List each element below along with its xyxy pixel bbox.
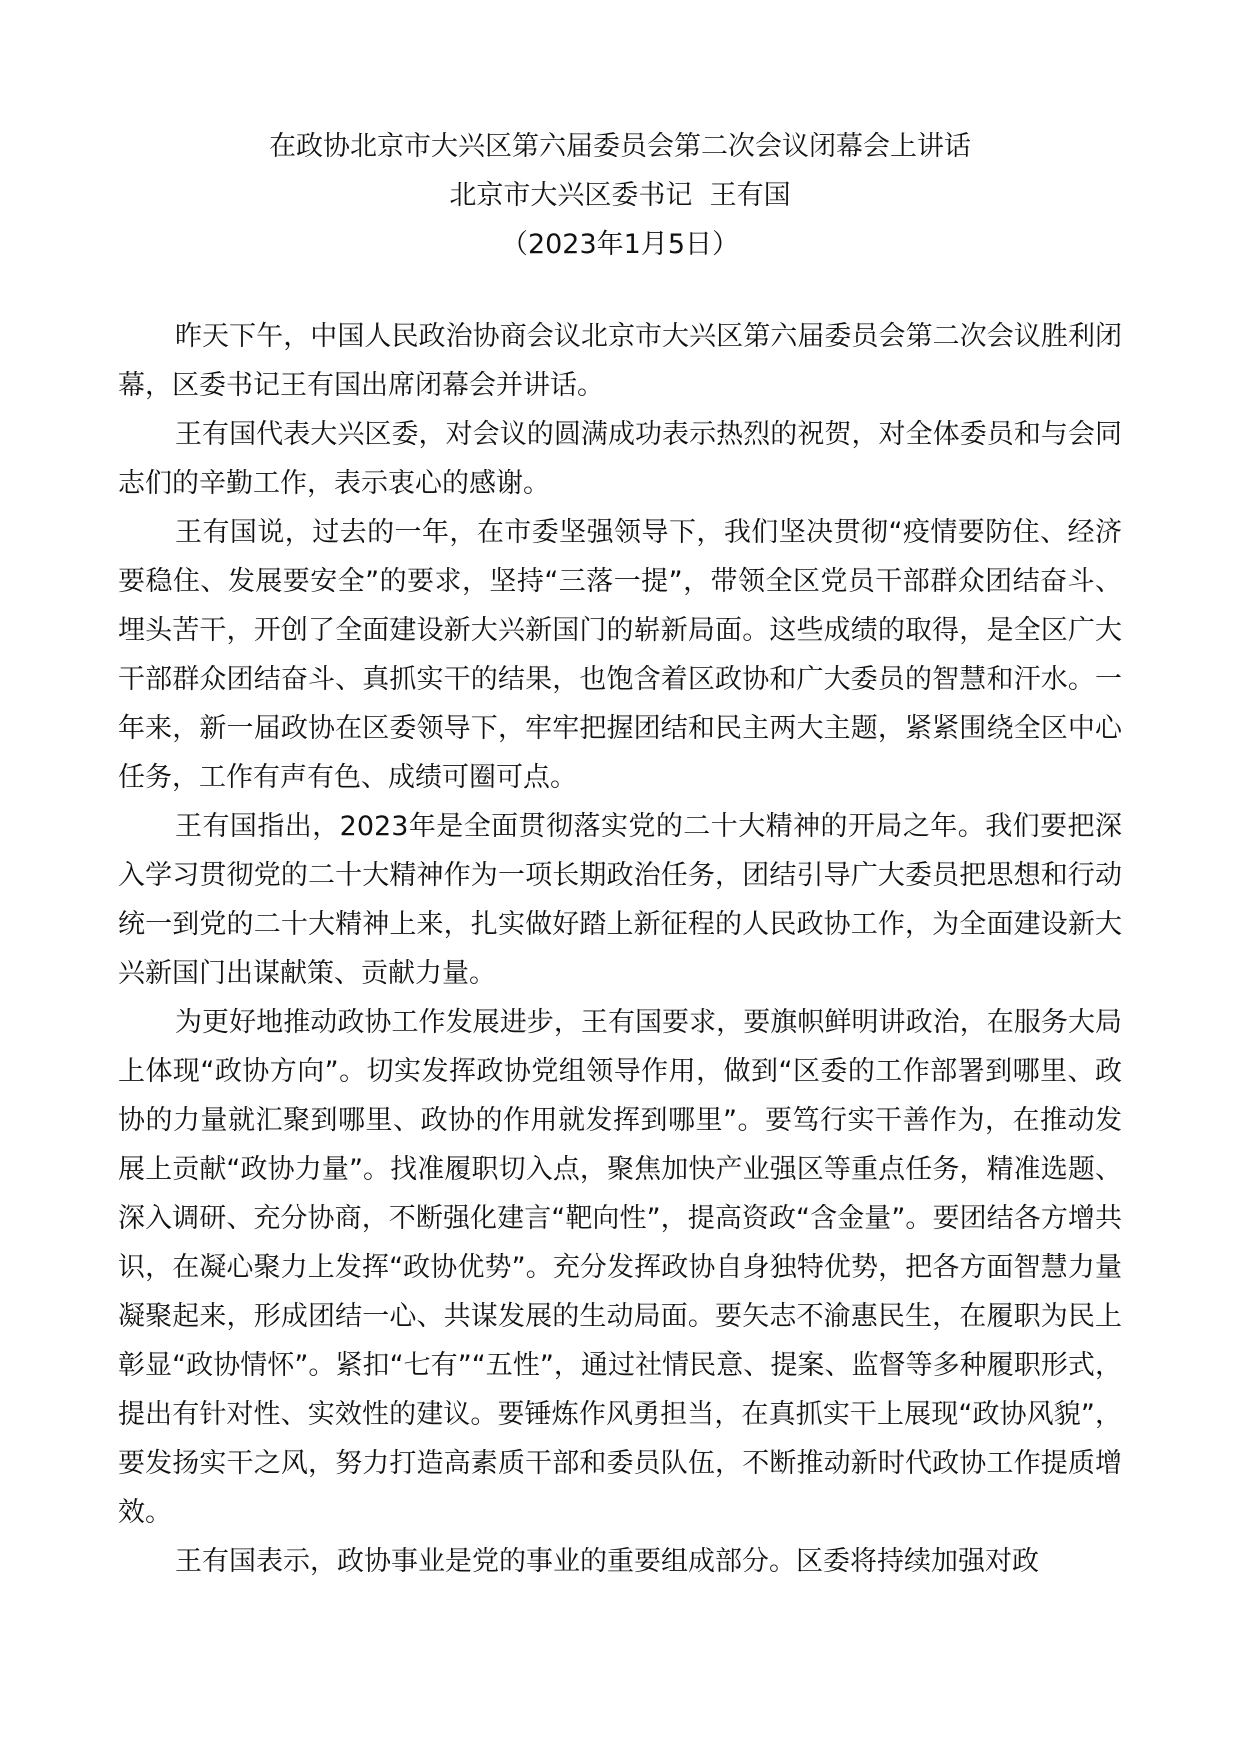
paragraph: 为更好地推动政协工作发展进步，王有国要求，要旗帜鲜明讲政治，在服务大局上体现“政协方向”。切实发挥政协党组领导作用，做到“区委的工作部署到哪里、政协的力量就汇聚到哪里、政协的作用就发挥到哪里”。要笃行实干善作为，在推动发展上贡献“政协力量”。找准履职切入点，聚焦加快产业强区等重点任务，精准选题、深入调研、充分协商，不断强化建言“靶向性”，提高资政“含金量”。要团结各方增共识，在凝心聚力上发挥“政协优势”。充分发挥政协自身独特优势，把各方面智慧力量凝聚起来，形成团结一心、共谋发展的生动局面。要矢志不渝惠民生，在履职为民上彰显“政协情怀”。紧扣“七有”“五性”，通过社情民意、提案、监督等多种履职形式，提出有针对性、实效性的建议。要锤炼作风勇担当，在真抓实干上展现“政协风貌”，要发扬实干之风，努力打造高素质干部和委员队伍，不断推动新时代政协工作提质增效。 [118, 1007, 1122, 1528]
document-title: 在政协北京市大兴区第六届委员会第二次会议闭幕会上讲话 [269, 131, 971, 162]
paragraph: 王有国说，过去的一年，在市委坚强领导下，我们坚决贯彻“疫情要防住、经济要稳住、发展要安全”的要求，坚持“三落一提”，带领全区党员干部群众团结奋斗、埋头苦干，开创了全面建设新大兴新国门的崭新局面。这些成绩的取得，是全区广大干部群众团结奋斗、真抓实干的结果，也饱含着区政协和广大委员的智慧和汗水。一年来，新一届政协在区委领导下，牢牢把握团结和民主两大主题，紧紧围绕全区中心任务，工作有声有色、成绩可圈可点。 [118, 517, 1122, 793]
paragraph: 王有国代表大兴区委，对会议的圆满成功表示热烈的祝贺，对全体委员和与会同志们的辛勤工作，表示衷心的感谢。 [118, 419, 1122, 499]
document-author: 北京市大兴区委书记 王有国 [449, 180, 791, 211]
paragraph: 王有国指出，2023年是全面贯彻落实党的二十大精神的开局之年。我们要把深入学习贯彻党的二十大精神作为一项长期政治任务，团结引导广大委员把思想和行动统一到党的二十大精神上来，扎实做好踏上新征程的人民政协工作，为全面建设新大兴新国门出谋献策、贡献力量。 [118, 811, 1122, 989]
document-body [118, 312, 1122, 1586]
paragraph: 昨天下午，中国人民政治协商会议北京市大兴区第六届委员会第二次会议胜利闭幕，区委书记王有国出席闭幕会并讲话。 [118, 321, 1122, 401]
document-date: （2023年1月5日） [500, 229, 740, 260]
document-header [0, 122, 1240, 269]
paragraph: 王有国表示，政协事业是党的事业的重要组成部分。区委将持续加强对政 [175, 1546, 1039, 1577]
